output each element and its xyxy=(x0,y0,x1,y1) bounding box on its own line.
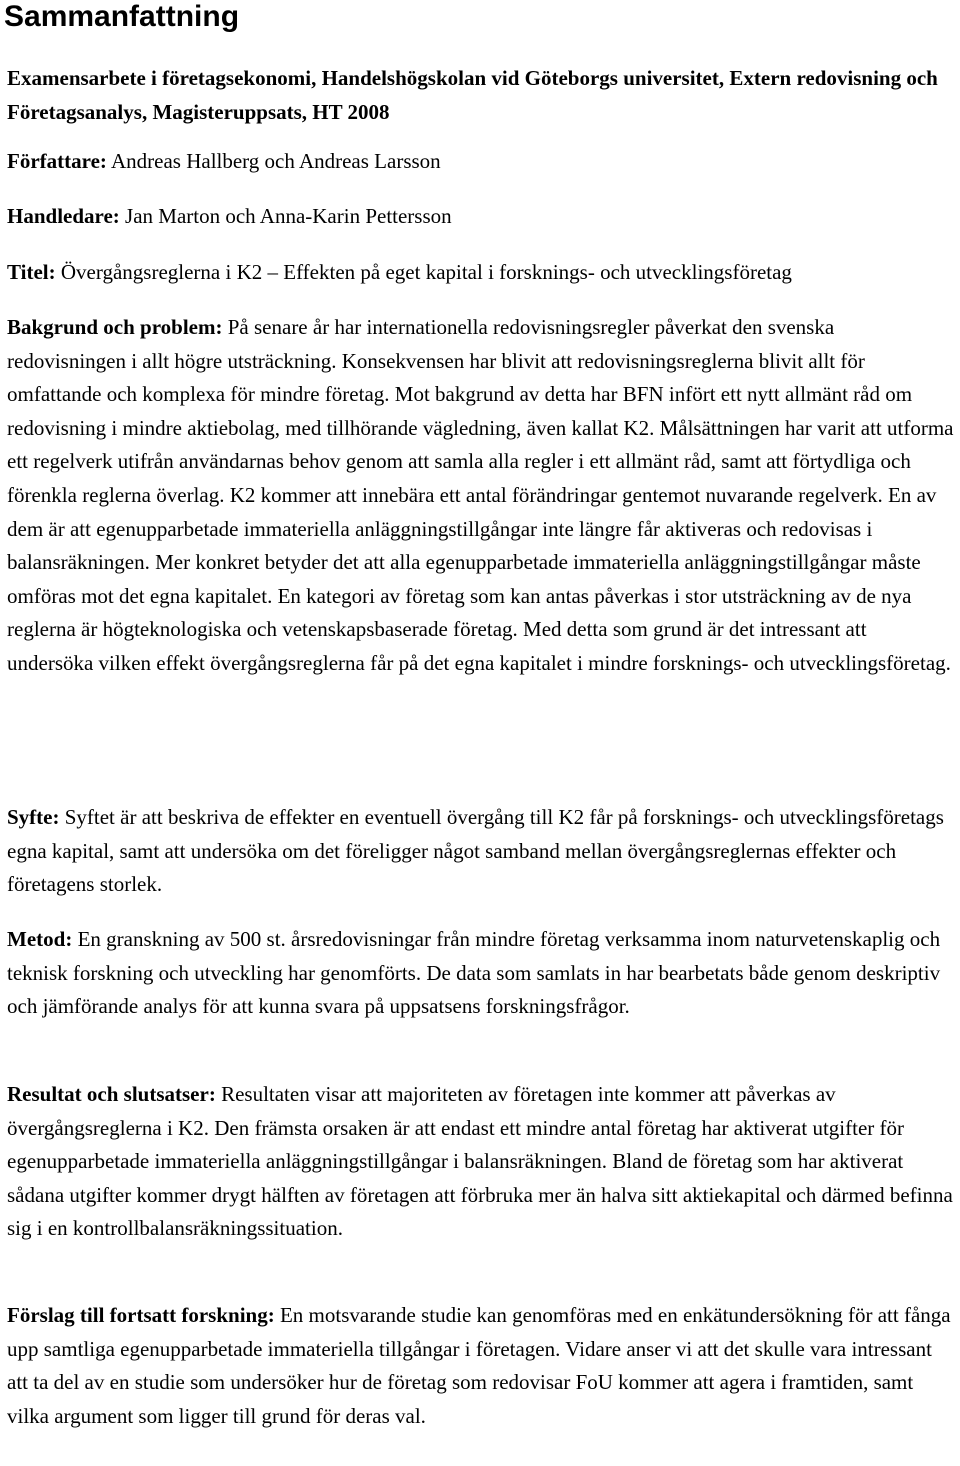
advisors-line xyxy=(7,200,452,234)
results-paragraph xyxy=(7,1078,957,1246)
results-text: Resultaten visar att majoriteten av företagen inte kommer att påverkas av övergångsreglerna i K2. Den främsta orsaken är att endast ett mindre antal företag har aktiverat utgifter för egenupparbetade immateriella anläggningstillgångar i balansräkningen. Bland de företag som har aktiverat sådana utgifter kommer drygt hälften av företagen att förbruka mer än halva sitt aktiekapital och därmed befinna sig i en kontrollbalansräkningssituation. xyxy=(7,1082,953,1241)
advisors-value: Jan Marton och Anna-Karin Pettersson xyxy=(119,204,452,228)
future-research-text: En motsvarande studie kan genomföras med en enkätundersökning för att fånga upp samtliga egenupparbetade immateriella tillgångar i företagen. Vidare anser vi att det skulle vara intressant att ta del av en studie som undersöker hur de företag som redovisar FoU kommer att agera i framtiden, samt vilka argument som ligger till grund för deras val. xyxy=(7,1303,951,1428)
future-research-paragraph xyxy=(7,1299,957,1433)
background-text: På senare år har internationella redovisningsregler påverkat den svenska redovisningen i allt högre utsträckning. Konsekvensen har blivit att redovisningsreglerna blivit allt för omfattande och komplexa för mindre företag. Mot bakgrund av detta har BFN infört ett nytt allmänt råd om redovisning i mindre aktiebolag, med tillhörande vägledning, även kallat K2. Målsättningen har varit att utforma ett regelverk utifrån användarnas behov genom att samla alla regler i ett allmänt råd, samt att förtydliga och förenkla reglerna överlag. K2 kommer att innebära ett antal förändringar gentemot nuvarande regelverk. En av dem är att egenupparbetade immateriella anläggningstillgångar inte längre får aktiveras och redovisas i balansräkningen. Mer konkret betyder det att alla egenupparbetade immateriella anläggningstillgångar måste omföras mot det egna kapitalet. En kategori av företag som kan antas påverkas i stor utsträckning av de nya reglerna är högteknologiska och vetenskapsbaserade företag. Med detta som grund är det intressant att undersöka vilken effekt övergångsreglerna får på det egna kapitalet i mindre forsknings- och utvecklingsföretag. xyxy=(7,315,954,675)
purpose-label: Syfte: xyxy=(7,805,60,829)
purpose-paragraph xyxy=(7,801,957,902)
future-research-label: Förslag till fortsatt forskning: xyxy=(7,1303,275,1327)
results-label: Resultat och slutsatser: xyxy=(7,1082,216,1106)
purpose-text: Syftet är att beskriva de effekter en eventuell övergång till K2 får på forsknings- och utvecklingsföretags egna kapital, samt att undersöka om det föreligger något samband mellan övergångsreglernas effekter och företagens storlek. xyxy=(7,805,944,897)
advisors-label: Handledare: xyxy=(7,204,120,228)
method-label: Metod: xyxy=(7,927,73,951)
thesis-title-value: Övergångsreglerna i K2 – Effekten på eget kapital i forsknings- och utvecklingsföretag xyxy=(55,260,792,284)
authors-line xyxy=(7,145,441,179)
method-paragraph xyxy=(7,923,957,1024)
method-text: En granskning av 500 st. årsredovisningar från mindre företag verksamma inom naturvetenskaplig och teknisk forskning och utveckling har genomförts. De data som samlats in har bearbetats både genom deskriptiv och jämförande analys för att kunna svara på uppsatsens forskningsfrågor. xyxy=(7,927,941,1019)
thesis-title-label: Titel: xyxy=(7,260,56,284)
background-paragraph xyxy=(7,311,957,681)
authors-value: Andreas Hallberg och Andreas Larsson xyxy=(106,149,441,173)
thesis-title-line xyxy=(7,256,792,290)
course-line: Examensarbete i företagsekonomi, Handelshögskolan vid Göteborgs universitet, Extern redovisning och Företagsanalys, Magisteruppsats, HT 2008 xyxy=(7,66,938,124)
background-label: Bakgrund och problem: xyxy=(7,315,223,339)
page-title: Sammanfattning xyxy=(4,0,240,33)
authors-label: Författare: xyxy=(7,149,107,173)
